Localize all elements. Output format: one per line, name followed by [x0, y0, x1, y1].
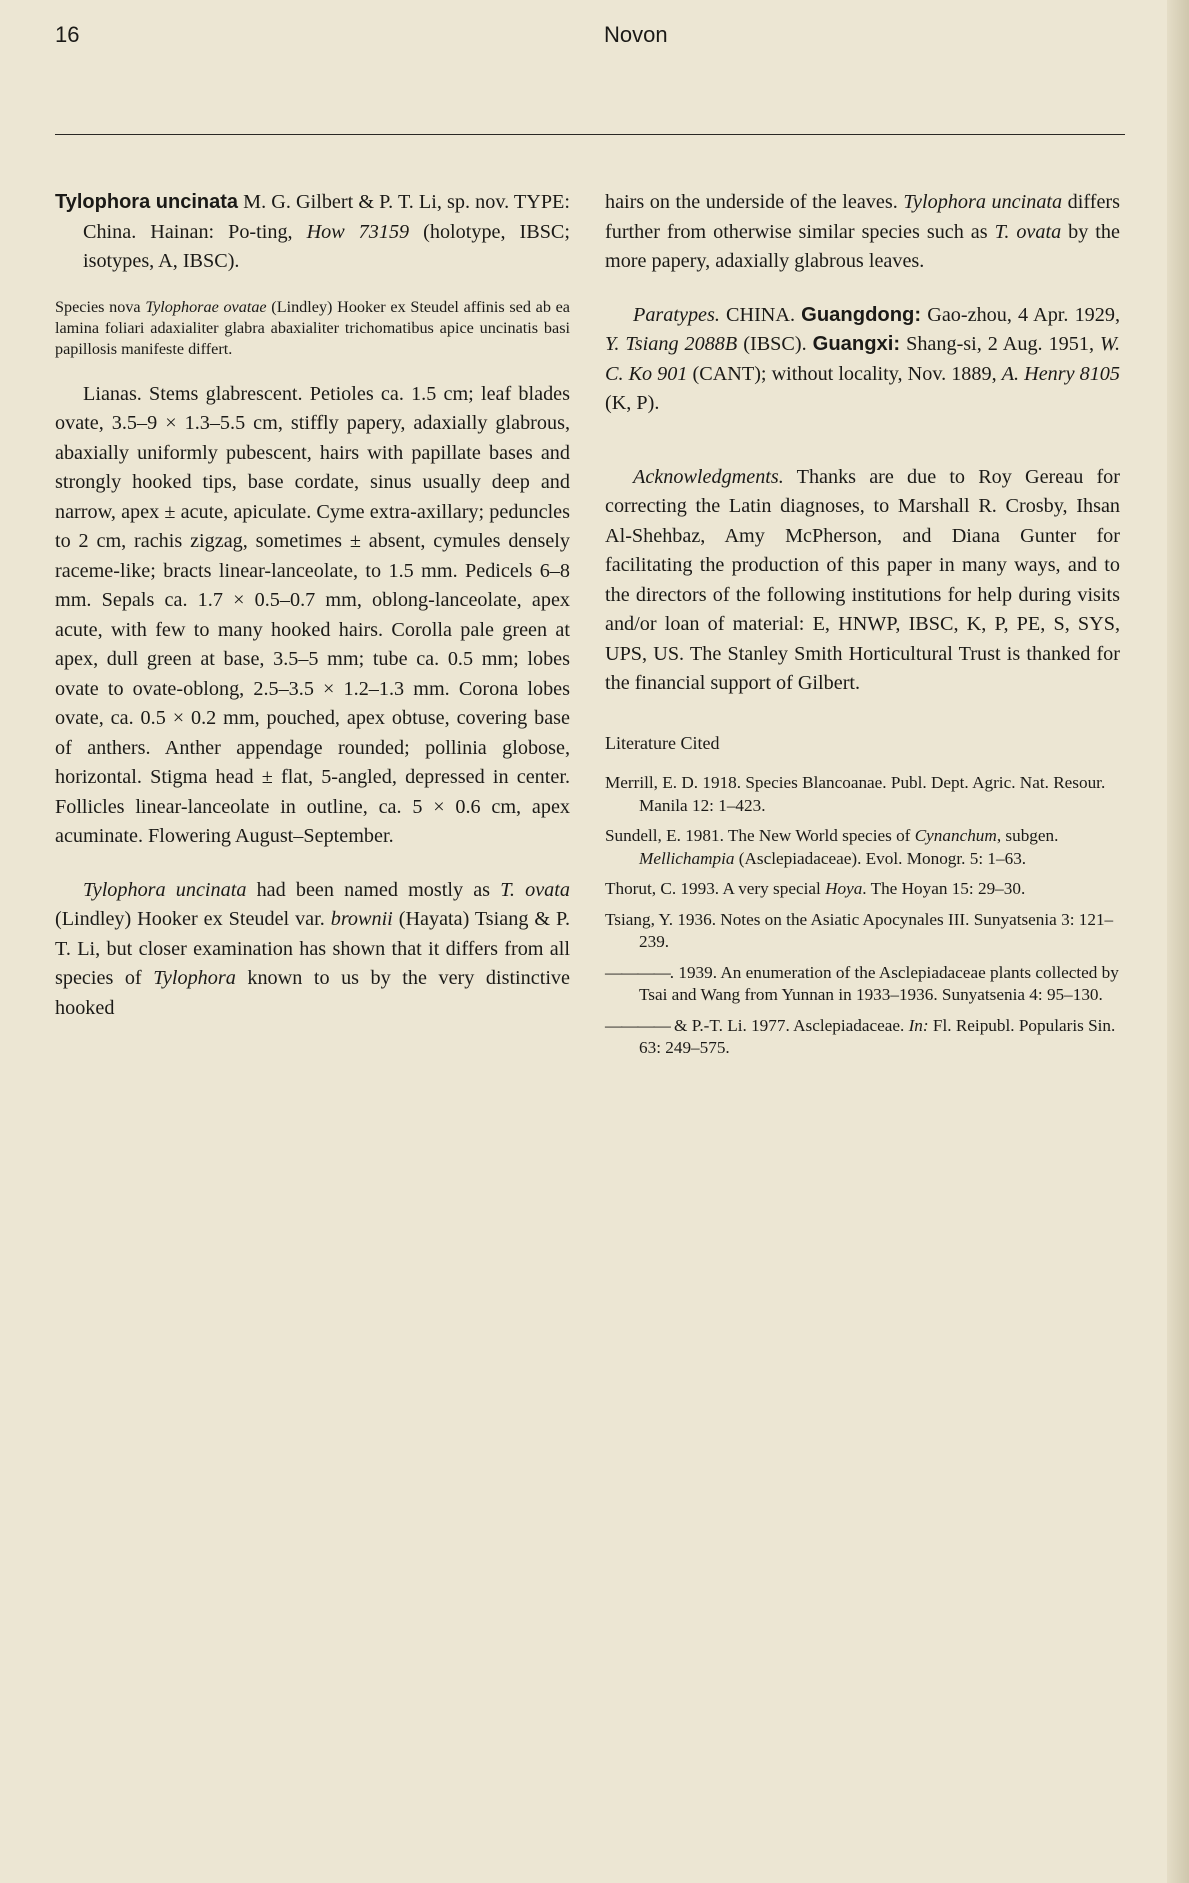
acknowledgments-paragraph [605, 463, 1120, 699]
ref-text: Fl. Reipubl. Popularis Sin. 63: 249–575. [639, 1015, 1116, 1057]
province-name: Guangxi: [812, 333, 901, 355]
page-number: 16 [55, 22, 80, 47]
body-text: CHINA. [719, 303, 802, 326]
ref-taxon: Mellichampia [639, 848, 735, 868]
running-head [55, 22, 1125, 56]
journal-name: Novon [604, 22, 668, 47]
reference-entry [605, 825, 1120, 870]
taxon-name: Tylophora uncinata [903, 191, 1063, 213]
literature-cited-heading: Literature Cited [605, 732, 720, 753]
ref-taxon: Hoya [825, 879, 863, 898]
body-text: (Lindley) Hooker ex Steudel var. [55, 908, 331, 930]
body-text: (CANT); without locality, Nov. 1889, [687, 362, 1002, 385]
body-text: Shang-si, 2 Aug. 1951, [900, 333, 1101, 355]
reference-entry: Tsiang, Y. 1936. Notes on the Asiatic Apocynales III. Sunyatsenia 3: 121–239. [605, 909, 1114, 951]
latin-text: Species nova [55, 297, 146, 316]
right-column [605, 188, 1120, 1068]
author-dash: ———— [605, 1015, 670, 1035]
ref-text: & P.-T. Li. 1977. Asclepiadaceae. [669, 1015, 909, 1035]
ref-text: , subgen. [996, 826, 1059, 845]
taxon-name: Tylophora [153, 967, 236, 989]
latin-taxon: Tylophorae ovatae [145, 297, 267, 316]
reference-entry: Merrill, E. D. 1918. Species Blancoanae. Publ. Dept. Agric. Nat. Resour. Manila 12: 1–423. [605, 773, 1106, 815]
acknowledgments-label: Acknowledgments. [633, 465, 784, 488]
ref-taxon: Cynanchum [914, 826, 997, 845]
body-text: (IBSC). [737, 333, 813, 355]
species-name: Tylophora uncinata [55, 191, 239, 213]
body-text: Thanks are due to Roy Gereau for correcting the Latin diagnoses, to Marshall R. Crosby, Ihsan Al-Shehbaz, Amy McPherson, and Diana Gunter for facilitating the production of this paper in many ways, and to the directors of the following institutions for help during visits and/or loan of material: E, HNWP, IBSC, K, P, PE, S, SYS, UPS, US. The Stanley Smith Horticultural Trust is thanked for the financial support of Gilbert. [605, 465, 1120, 694]
type-herbaria: (holotype, IBSC; isotypes, A, IBSC). [83, 220, 570, 272]
reference-entry [605, 1015, 1120, 1060]
body-text: hairs on the underside of the leaves. [605, 191, 904, 213]
left-column [55, 188, 570, 1023]
body-text: Gao-zhou, 4 Apr. 1929, [921, 303, 1120, 326]
ref-text: . The Hoyan 15: 29–30. [862, 879, 1026, 898]
ref-text: (Asclepiadaceae). Evol. Monogr. 5: 1–63. [734, 848, 1027, 868]
province-name: Guangdong: [801, 303, 922, 326]
body-text: known to us by the very distinctive hooked [55, 967, 570, 1019]
body-text: had been named mostly as [246, 878, 501, 901]
author-dash: ———— [605, 962, 670, 982]
ref-in: In: [908, 1015, 929, 1035]
reference-entry [605, 878, 1120, 901]
collector: A. Henry 8105 [1001, 362, 1120, 385]
discussion-paragraph [55, 876, 570, 1024]
ref-text: Sundell, E. 1981. The New World species of [605, 826, 915, 845]
latin-diagnosis [55, 297, 570, 360]
header-rule [55, 134, 1125, 135]
paratypes-paragraph [605, 301, 1120, 419]
taxon-name: T. ovata [500, 878, 570, 901]
taxon-name: brownii [330, 908, 393, 930]
ref-text: . 1939. An enumeration of the Asclepiadaceae plants collected by Tsai and Wang from Yunnan in 1933–1936. Sunyatsenia 4: 95–130. [639, 962, 1119, 1004]
body-text: by the more papery, adaxially glabrous leaves. [605, 220, 1120, 272]
type-collector: How 73159 [306, 220, 410, 243]
species-description: Lianas. Stems glabrescent. Petioles ca. 1.5 cm; leaf blades ovate, 3.5–9 × 1.3–5.5 cm, stiffly papery, adaxially glabrous, abaxially uniformly pubescent, hairs with papillate bases and strongly hooked tips, base cordate, sinus usually deep and narrow, apex ± acute, apiculate. Cyme extra-axillary; peduncles to 2 cm, rachis zigzag, sometimes ± absent, cymules densely raceme-like; bracts linear-lanceolate, to 1.5 mm. Pedicels 6–8 mm. Sepals ca. 1.7 × 0.5–0.7 mm, oblong-lanceolate, apex acute, with few to many hooked hairs. Corolla pale green at apex, dull green at base, 3.5–5 mm; tube ca. 0.5 mm; lobes ovate to ovate-oblong, 2.5–3.5 × 1.2–1.3 mm. Corona lobes ovate, ca. 0.5 × 0.2 mm, pouched, apex obtuse, covering base of anthers. Anther appendage rounded; pollinia globose, horizontal. Stigma head ± flat, 5-angled, depressed in center. Follicles linear-lanceolate in outline, ca. 5 × 0.6 cm, apex acuminate. Flowering August–September. [55, 382, 570, 847]
page-edge-shadow [1167, 0, 1189, 1883]
body-text: differs further from otherwise similar species such as [605, 191, 1120, 243]
body-text: (K, P). [605, 392, 660, 414]
species-heading [55, 188, 570, 277]
collector: Y. Tsiang 2088B [605, 333, 738, 355]
taxon-name: Tylophora uncinata [83, 878, 247, 901]
reference-entry [605, 962, 1120, 1007]
discussion-continuation [605, 188, 1120, 277]
paratypes-label: Paratypes. [633, 303, 720, 326]
species-authors: M. G. Gilbert & P. T. Li, sp. nov. TYPE: China. Hainan: Po-ting, [83, 191, 570, 243]
collector: W. C. Ko 901 [605, 333, 1121, 385]
latin-text: (Lindley) Hooker ex Steudel affinis sed ab ea lamina foliari adaxialiter glabra abaxialiter trichomatibus apice uncinatis basi papillosis manifeste differt. [55, 297, 570, 358]
body-text: (Hayata) Tsiang & P. T. Li, but closer examination has shown that it differs from all species of [55, 908, 571, 989]
ref-text: Thorut, C. 1993. A very special [605, 879, 826, 898]
taxon-name: T. ovata [994, 220, 1062, 243]
